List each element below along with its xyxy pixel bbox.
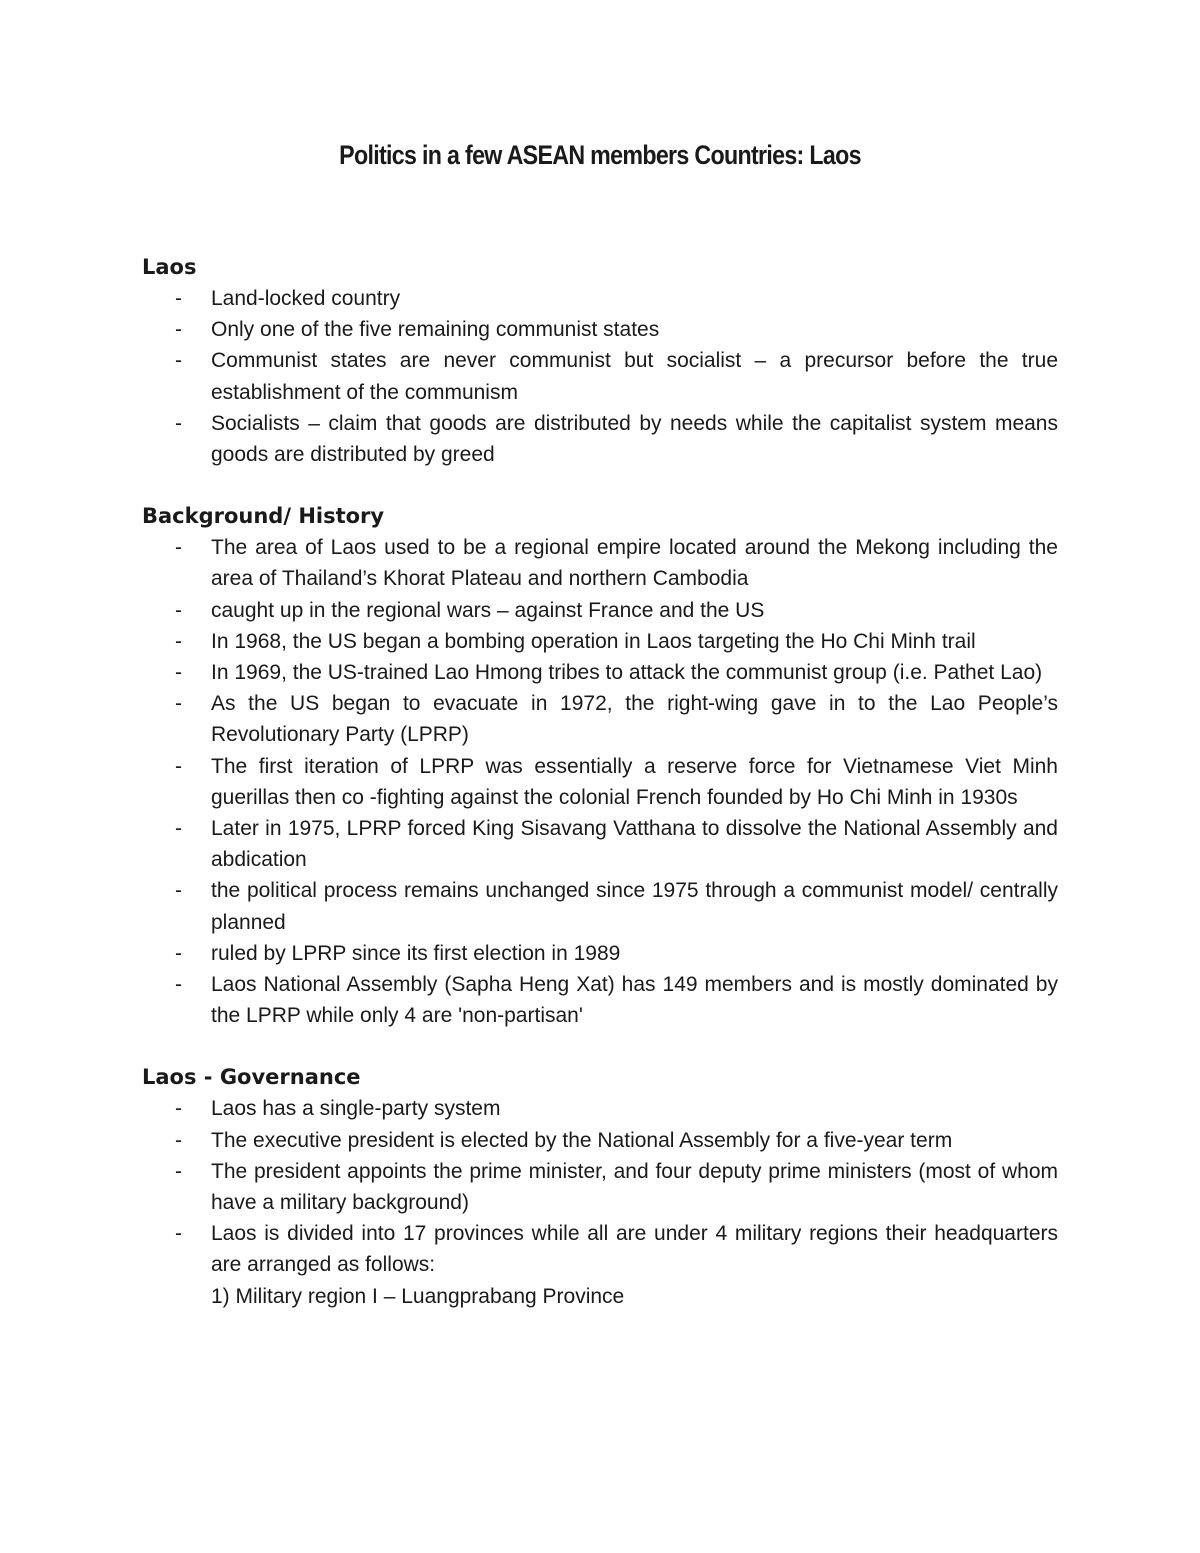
dash-bullet: - — [175, 692, 182, 716]
list-item — [142, 969, 1058, 1031]
list-item-text: Communist states are never communist but socialist – a precursor before the true establishment of the communism — [211, 349, 1058, 404]
section-heading: Background/ History — [142, 504, 385, 529]
dash-bullet: - — [175, 536, 182, 560]
document-body — [142, 252, 1058, 1343]
dash-bullet: - — [175, 629, 182, 653]
dash-bullet: - — [175, 1159, 182, 1183]
list-item-text: Land-locked country — [211, 287, 401, 310]
list-item — [142, 532, 1058, 594]
section-heading: Laos — [142, 255, 197, 279]
bullet-list — [142, 283, 1058, 470]
dash-bullet: - — [175, 817, 182, 841]
list-item-text: Only one of the five remaining communist states — [211, 318, 660, 342]
dash-bullet: - — [175, 1097, 182, 1121]
section-laos — [142, 252, 1058, 470]
section-heading: Laos - Governance — [142, 1065, 361, 1090]
list-item — [142, 626, 1058, 657]
list-item — [142, 283, 1058, 314]
list-item — [142, 345, 1058, 407]
list-item-text: Laos is divided into 17 provinces while all are under 4 military regions their headquarters are arranged as follows: — [211, 1222, 1058, 1277]
list-item — [142, 751, 1058, 813]
list-item-text: The president appoints the prime minister, and four deputy prime ministers (most of whom have a military background) — [211, 1159, 1058, 1215]
list-item-text: As the US began to evacuate in 1972, the right-wing gave in to the Lao People’s Revolutionary Party (LPRP) — [211, 692, 1058, 747]
list-item — [142, 408, 1058, 470]
section-laos-governance — [142, 1062, 1058, 1311]
dash-bullet: - — [175, 879, 182, 903]
dash-bullet: - — [175, 661, 182, 685]
list-item — [142, 1125, 1058, 1156]
list-item-text: Later in 1975, LPRP forced King Sisavang Vatthana to dissolve the National Assembly and abdication — [211, 817, 1058, 872]
list-item-text: The executive president is elected by the National Assembly for a five-year term — [211, 1128, 953, 1152]
numbered-subitem: 1) Military region I – Luangprabang Province — [211, 1284, 625, 1308]
bullet-list — [142, 1093, 1058, 1311]
dash-bullet: - — [175, 598, 182, 622]
list-item-text: the political process remains unchanged since 1975 through a communist model/ centrally planned — [211, 879, 1058, 934]
list-item-text: caught up in the regional wars – against France and the US — [211, 598, 765, 622]
list-item — [142, 875, 1058, 937]
dash-bullet: - — [175, 287, 182, 310]
list-item — [142, 657, 1058, 688]
list-item — [142, 1156, 1058, 1218]
dash-bullet: - — [175, 411, 182, 435]
document-title: Politics in a few ASEAN members Countries: Laos — [339, 140, 861, 170]
list-item-text: Socialists – claim that goods are distributed by needs while the capitalist system means goods are distributed by greed — [211, 411, 1058, 467]
list-item-text: In 1969, the US-trained Lao Hmong tribes to attack the communist group (i.e. Pathet Lao) — [211, 661, 1043, 685]
dash-bullet: - — [175, 973, 182, 997]
list-item — [142, 1093, 1058, 1124]
dash-bullet: - — [175, 349, 182, 373]
list-item — [142, 595, 1058, 626]
list-item — [142, 688, 1058, 750]
dash-bullet: - — [175, 754, 182, 778]
list-item-text: Laos National Assembly (Sapha Heng Xat) has 149 members and is mostly dominated by the LPRP while only 4 are 'non-partisan' — [211, 973, 1058, 1028]
bullet-list — [142, 532, 1058, 1031]
list-item-text: ruled by LPRP since its first election in 1989 — [211, 941, 621, 965]
section-background-history — [142, 501, 1058, 1031]
dash-bullet: - — [175, 1222, 182, 1246]
list-item — [142, 314, 1058, 345]
list-item-text: The first iteration of LPRP was essentially a reserve force for Vietnamese Viet Minh guerillas then co -fighting against the colonial French founded by Ho Chi Minh in 1930s — [211, 754, 1058, 809]
list-item — [142, 813, 1058, 875]
list-item-text: The area of Laos used to be a regional empire located around the Mekong including the area of Thailand’s Khorat Plateau and northern Cambodia — [211, 536, 1058, 591]
list-item — [142, 938, 1058, 969]
list-item — [142, 1218, 1058, 1312]
dash-bullet: - — [175, 941, 182, 965]
list-item-text: Laos has a single-party system — [211, 1097, 501, 1121]
dash-bullet: - — [175, 1128, 182, 1152]
dash-bullet: - — [175, 318, 182, 342]
list-item-text: In 1968, the US began a bombing operation in Laos targeting the Ho Chi Minh trail — [211, 629, 976, 653]
